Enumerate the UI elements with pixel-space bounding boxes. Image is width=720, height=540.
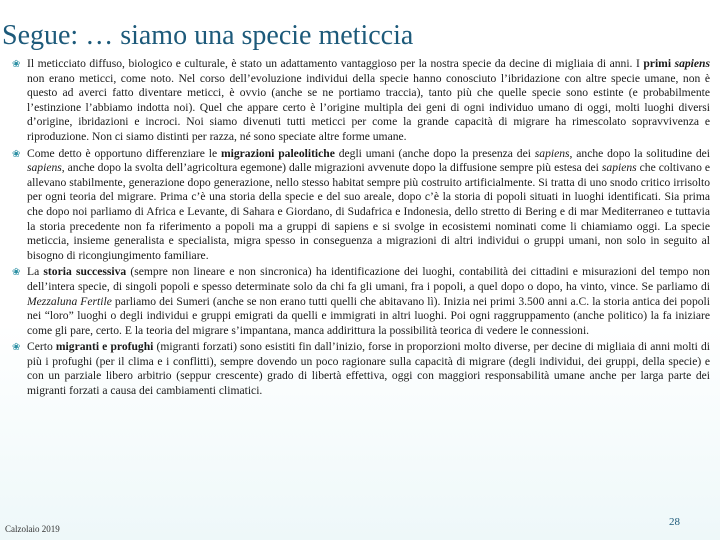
text-run: sapiens — [674, 57, 711, 70]
bullet-item — [12, 265, 710, 338]
footer-author: Calzolaio 2019 — [5, 524, 60, 534]
text-run: , anche dopo la solitudine dei — [569, 146, 711, 160]
text-run: migrazioni paleolitiche — [220, 146, 335, 160]
text-run: che coltivano e allevano stabilmente, generazione dopo generazione, nello stesso habitat sempre più costruito artificialmente. Si tratta di uno snodo critico irrisolto per ogni teoria del migrare. Prima c’è una storia della specie e del suo areale, dopo c’è la storia di popoli situati in luoghi identificati. Sia prima che dopo noi parliamo di Africa e Levante, di Sahara e Giordano, di Sudafrica e Indonesia, dello stretto di Bering e di mar Mediterraneo e tuttavia la storia precedente non fa riferimento a popoli ma a gruppi di sapiens e si svolge in ecosistemi nominati come li chiamiamo oggi. La specie meticcia, insieme generalista e specialista, migra spesso in conseguenza a migrazioni di altri individui o gruppi umani, non solo in seguito al bisogno di ricongiungimento familiare. — [27, 161, 710, 262]
bullet-text — [27, 57, 710, 145]
text-run: Mezzaluna Fertile — [27, 294, 112, 308]
text-run: sapiens — [27, 161, 62, 175]
text-run: , anche dopo la svolta dell’agricoltura egemone) dalle migrazioni avvenute dopo la diffusione sempre più estesa dei — [61, 161, 602, 175]
text-run: sapiens — [534, 146, 570, 160]
bullet-item — [12, 340, 710, 398]
bullet-list — [12, 57, 710, 401]
text-run: non erano meticci, come noto. Nel corso dell’evoluzione individui della specie hanno conosciuto l’ibridazione con altre specie umane, non è questo ad averci fatto diventare meticci, è ovvio (anche se ne portiamo traccia), tanto più che quelle specie sono estinte (e probabilmente l’estinzione l’abbiamo indotta noi). Quel che appare certo è l’origine multipla dei geni di ogni individuo umano di oggi, molti luoghi diversi d’origine, ibridazioni e incroci. Noi siamo divenuti tutti meticci per come la grande capacità di migrare ha rimescolato sopravvivenza e riproduzione. Non ci siamo distinti per razza, né sono speciate altre forme umane. — [27, 71, 710, 143]
slide-title: Segue: … siamo una specie meticcia — [2, 20, 414, 51]
text-run: (sempre non lineare e non sincronica) ha identificazione dei luoghi, contabilità dei cittadini e misurazioni del tempo non dell’intera specie, di singoli popoli e spesso determinate solo da chi fa gli umani, fra i popoli, a quel dopo o dopo, ha vinto, vince. Se parliamo di — [27, 265, 710, 293]
text-run: migranti e profughi — [55, 340, 154, 354]
wing-bullet-icon: ❀ — [12, 59, 21, 70]
text-run: storia successiva — [43, 265, 127, 279]
text-run: (migranti forzati) sono esistiti fin dall’inizio, forse in proporzioni molto diverse, per decine di migliaia di anni molti di più i profughi (per il clima e i conflitti), sempre dovendo un poco ragionare sulla capacità di migrare (degli individui, dei gruppi, della specie) e con un parziale libero arbitrio (seppur crescente) grado di libertà effettiva, oggi con maggiori responsabilità umane anche per larga parte dei migranti forzati a causa dei cambiamenti climatici. — [27, 340, 711, 398]
bullet-text — [27, 340, 710, 398]
text-run: sapiens — [601, 161, 637, 175]
text-run: primi — [643, 57, 675, 70]
bullet-item — [12, 147, 710, 264]
text-run: Certo — [27, 340, 56, 354]
wing-bullet-icon: ❀ — [12, 148, 21, 160]
text-run: Come detto è opportuno differenziare le — [27, 146, 221, 160]
bullet-text — [27, 147, 710, 264]
text-run: parliamo dei Sumeri (anche se non erano tutti quelli che abitavano lì). Inizia nei primi 3.500 anni a.C. la storia antica dei popoli nei “loro” luoghi o degli individui e gruppi emigrati da quelli e immigrati in altri luoghi. Poi ogni raggruppamento (anche politico) la fa iniziare come gli pare, certo. E la teoria del migrare s’impantana, manca addirittura la possibilità teorica di vedere le connessioni. — [27, 294, 710, 337]
text-run: La — [27, 265, 44, 279]
text-run: degli umani (anche dopo la presenza dei — [334, 146, 535, 160]
wing-bullet-icon: ❀ — [12, 267, 21, 279]
wing-bullet-icon: ❀ — [12, 342, 21, 354]
page-number: 28 — [669, 516, 680, 528]
bullet-text — [27, 265, 710, 338]
bullet-item — [12, 57, 710, 145]
text-run: Il meticciato diffuso, biologico e culturale, è stato un adattamento vantaggioso per la nostra specie da decine di migliaia di anni. I — [27, 57, 644, 70]
